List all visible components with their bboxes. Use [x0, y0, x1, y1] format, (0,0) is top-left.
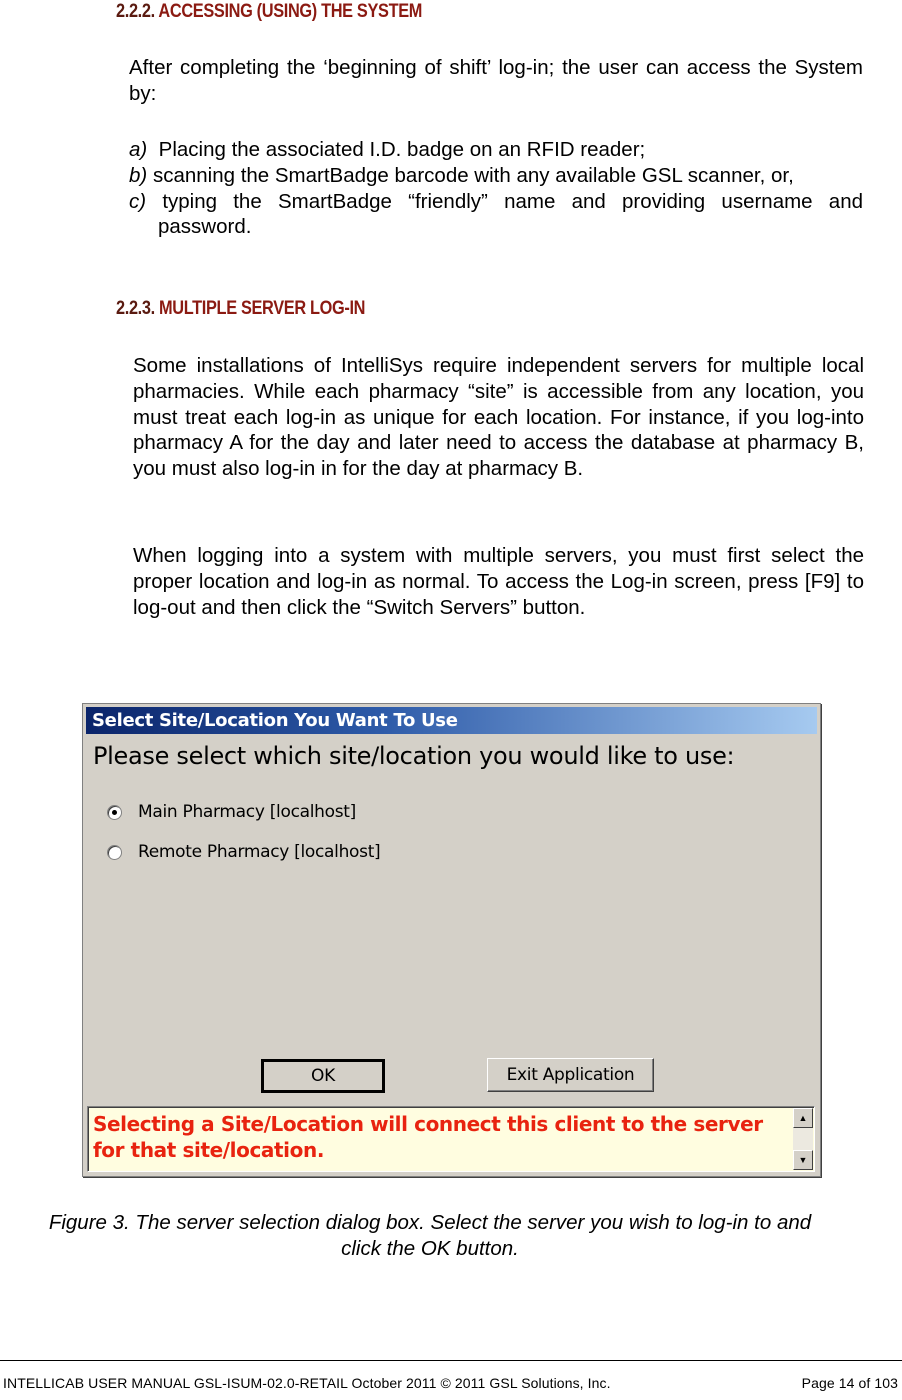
site-option-label: Remote Pharmacy [localhost] — [138, 842, 381, 862]
site-option-label: Main Pharmacy [localhost] — [138, 802, 356, 822]
page-number: Page 14 of 103 — [801, 1375, 898, 1391]
scroll-down-arrow-icon[interactable]: ▼ — [793, 1150, 813, 1170]
footer-divider — [0, 1360, 902, 1361]
scroll-up-arrow-icon[interactable]: ▲ — [793, 1108, 813, 1128]
site-option-remote-pharmacy[interactable] — [107, 840, 380, 864]
switch-servers-paragraph: When logging into a system with multiple servers, you must first select the proper location and log-in as normal. To access the Log-in screen, press [F9] to log-out and then click the “Switch Servers” button. — [133, 544, 864, 619]
list-item — [129, 163, 863, 189]
list-text: scanning the SmartBadge barcode with any available GSL scanner, or, — [152, 163, 794, 187]
exit-application-button[interactable]: Exit Application — [487, 1058, 654, 1092]
radio-button[interactable] — [107, 845, 122, 860]
list-marker: c) — [129, 189, 147, 213]
list-item — [129, 137, 863, 163]
intro-paragraph: After completing the ‘beginning of shift’ log-in; the user can access the System by: — [129, 56, 863, 105]
status-message-box — [87, 1106, 815, 1172]
section-number: 2.2.2. — [116, 1, 155, 22]
section-heading-2-2-2 — [116, 1, 422, 23]
list-item — [129, 189, 863, 241]
list-marker: b) — [129, 163, 148, 187]
section-number: 2.2.3. — [116, 298, 155, 319]
message-scrollbar[interactable] — [793, 1108, 813, 1170]
access-methods-list — [129, 137, 863, 240]
section-heading-2-2-3 — [116, 298, 365, 320]
section-title: MULTIPLE SERVER LOG-IN — [159, 298, 366, 319]
radio-button-selected[interactable] — [107, 805, 122, 820]
site-option-main-pharmacy[interactable] — [107, 800, 356, 824]
list-text: typing the SmartBadge “friendly” name and providing username and password. — [158, 189, 863, 239]
dialog-title-bar: Select Site/Location You Want To Use — [86, 707, 817, 734]
multi-server-paragraph: Some installations of IntelliSys require independent servers for multiple local pharmacies. While each pharmacy “site” is accessible from any location, you must treat each log-in as unique for each location. For instance, if you log-into pharmacy A for the day and later need to access the database at pharmacy B, you must also log-in in for the day at pharmacy B. — [133, 354, 864, 481]
figure-caption: Figure 3. The server selection dialog box. Select the server you wish to log-in to and click the OK button. — [48, 1211, 812, 1260]
status-message-text: Selecting a Site/Location will connect this client to the server for that site/location. — [93, 1112, 763, 1162]
dialog-prompt: Please select which site/location you would like to use: — [93, 742, 735, 770]
footer-left-text: INTELLICAB USER MANUAL GSL-ISUM-02.0-RETAIL October 2011 © 2011 GSL Solutions, Inc. — [3, 1375, 611, 1391]
list-text: Placing the associated I.D. badge on an RFID reader; — [158, 138, 646, 161]
server-selection-dialog — [82, 703, 821, 1177]
section-title: ACCESSING (USING) THE SYSTEM — [158, 1, 423, 22]
list-marker: a) — [129, 138, 148, 161]
ok-button[interactable]: OK — [261, 1059, 385, 1093]
